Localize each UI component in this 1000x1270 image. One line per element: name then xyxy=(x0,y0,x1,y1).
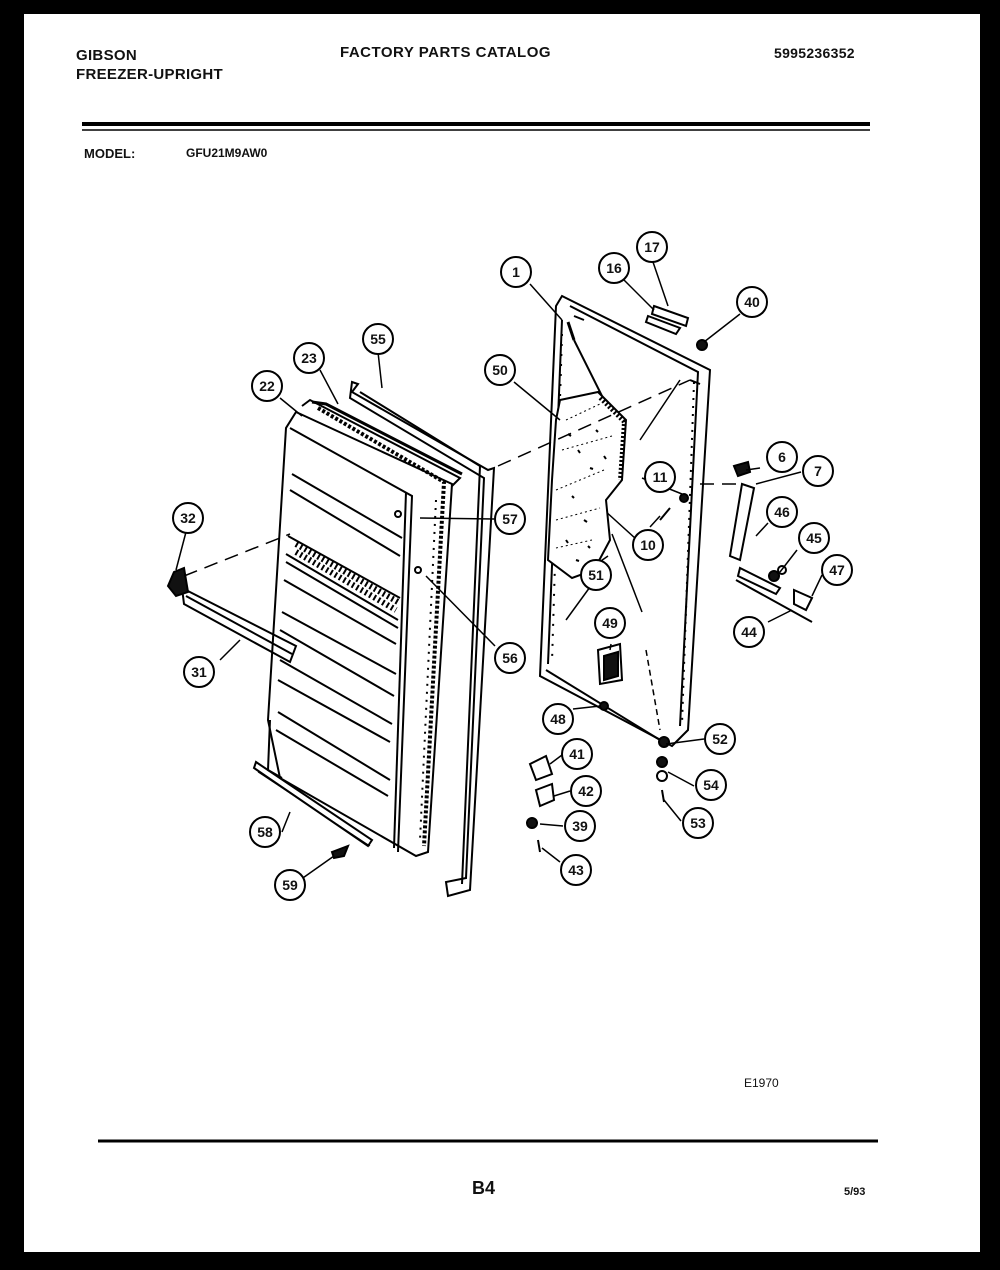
callout-47: 47 xyxy=(829,562,845,578)
callout-54: 54 xyxy=(703,777,719,793)
callout-57: 57 xyxy=(502,511,518,527)
callout-48: 48 xyxy=(550,711,566,727)
callout-10: 10 xyxy=(640,537,656,553)
product-name: FREEZER-UPRIGHT xyxy=(76,66,223,83)
callout-31: 31 xyxy=(191,664,207,680)
callout-40: 40 xyxy=(744,294,760,310)
callout-7: 7 xyxy=(814,463,822,479)
callout-44: 44 xyxy=(741,624,757,640)
callout-51: 51 xyxy=(588,567,604,583)
revision-date: 5/93 xyxy=(844,1186,866,1198)
callout-55: 55 xyxy=(370,331,386,347)
callout-49: 49 xyxy=(602,615,618,631)
callout-16: 16 xyxy=(606,260,622,276)
callout-39: 39 xyxy=(572,818,588,834)
callout-52: 52 xyxy=(712,731,728,747)
callout-32: 32 xyxy=(180,510,196,526)
model-number: GFU21M9AW0 xyxy=(186,146,268,160)
callout-1: 1 xyxy=(512,264,520,280)
callout-46: 46 xyxy=(774,504,790,520)
callout-58: 58 xyxy=(257,824,273,840)
callout-labels xyxy=(180,239,845,893)
callout-circles xyxy=(173,232,852,900)
page-number: B4 xyxy=(472,1178,496,1198)
callout-11: 11 xyxy=(652,469,668,485)
callout-53: 53 xyxy=(690,815,706,831)
brand-name: GIBSON xyxy=(76,47,137,64)
model-label: MODEL: xyxy=(84,146,136,161)
callout-56: 56 xyxy=(502,650,518,666)
catalog-number: 5995236352 xyxy=(774,45,855,61)
door-liner xyxy=(268,400,462,856)
diagram-code: E1970 xyxy=(744,1076,779,1090)
callout-6: 6 xyxy=(778,449,786,465)
callout-59: 59 xyxy=(282,877,298,893)
callout-45: 45 xyxy=(806,530,822,546)
callout-50: 50 xyxy=(492,362,508,378)
callout-41: 41 xyxy=(569,746,585,762)
callout-43: 43 xyxy=(568,862,584,878)
callout-23: 23 xyxy=(301,350,317,366)
callout-17: 17 xyxy=(644,239,660,255)
callout-42: 42 xyxy=(578,783,594,799)
catalog-title: FACTORY PARTS CATALOG xyxy=(340,44,552,61)
callout-22: 22 xyxy=(259,378,275,394)
